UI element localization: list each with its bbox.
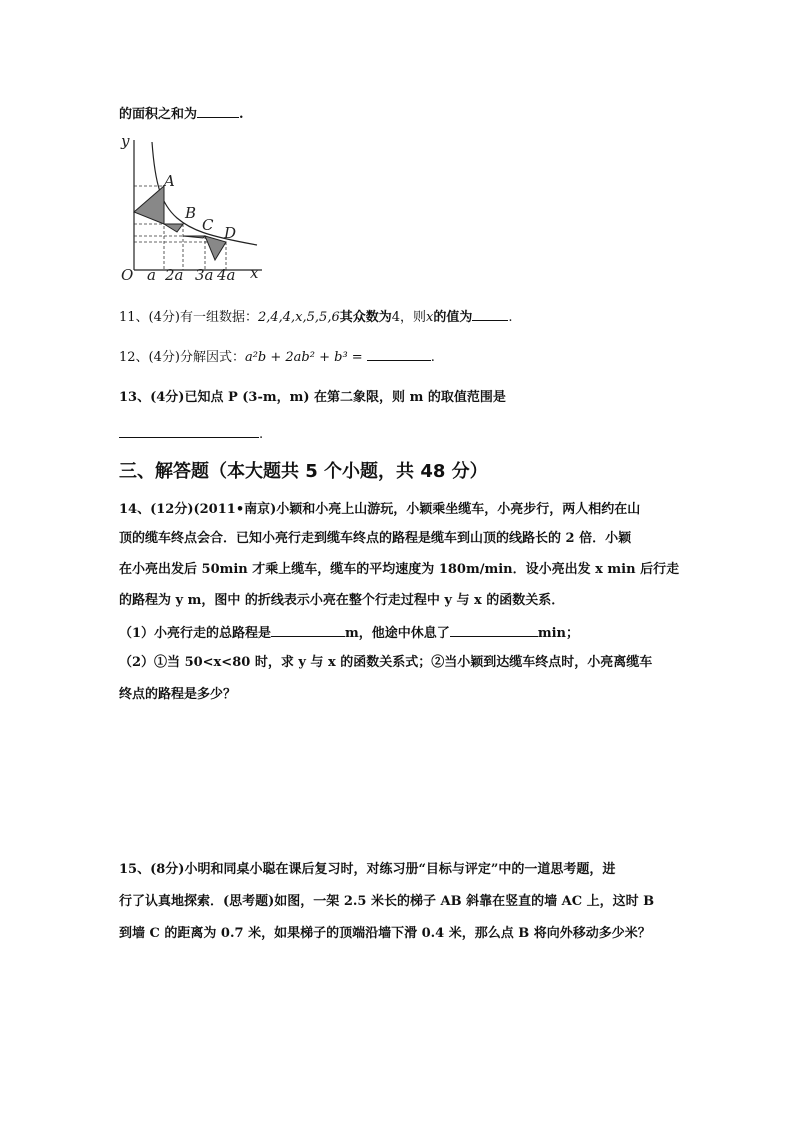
triangle-d	[205, 236, 226, 260]
q11-data: 2,4,4,x,5,5,6	[257, 310, 340, 325]
q12-prefix: 12、(4分)分解因式：	[119, 350, 245, 365]
triangle-c	[183, 236, 205, 238]
q14-line-1: 14、(12分)(2011•南京)小颖和小亮上山游玩，小颖乘坐缆车，小亮步行，两人相约在山	[119, 502, 641, 517]
q13-answer-line	[119, 424, 263, 444]
q14-sub1-a: （1）小亮行走的总路程是	[119, 626, 272, 641]
q14-sub1-b: m，他途中休息了	[345, 626, 450, 641]
q14-total-distance-blank[interactable]	[271, 623, 345, 637]
q13-answer-blank[interactable]	[119, 424, 259, 438]
q12-answer-blank[interactable]	[367, 347, 431, 361]
q15-line-2: 行了认真地探索．(思考题)如图，一架 2.5 米长的梯子 AB 斜靠在竖直的墙 AC 上，这时 B	[119, 894, 655, 909]
origin-label: O	[121, 266, 134, 284]
triangle-a	[134, 186, 164, 224]
q10-tail-line	[119, 104, 244, 124]
q11-line	[119, 307, 513, 327]
point-c-label: C	[202, 216, 214, 234]
q11-tail: ，则	[400, 310, 427, 325]
q11-end: .	[508, 310, 513, 325]
q15-line-3: 到墙 C 的距离为 0.7 米，如果梯子的顶端沿墙下滑 0.4 米，那么点 B 将向外移动多少米？	[119, 926, 651, 941]
point-b-label: B	[185, 204, 197, 222]
q10-tail-text: 的面积之和为	[119, 107, 198, 122]
triangle-b	[164, 224, 183, 232]
q14-sub1	[119, 623, 579, 643]
q11-mode: 4	[391, 310, 401, 325]
q14-line-2: 顶的缆车终点会合．已知小亮行走到缆车终点的路程是缆车到山顶的线路长的 2 倍．小颖	[119, 531, 632, 546]
q12-expr: a²b + 2ab² + b³ =	[244, 350, 363, 365]
q13-line	[119, 389, 506, 407]
q10-tail-end: .	[239, 107, 244, 122]
q11-var: x	[426, 310, 434, 325]
point-d-label: D	[224, 224, 237, 242]
q11-answer-blank[interactable]	[472, 307, 508, 321]
q13-end: .	[259, 427, 264, 442]
tick-2a: 2a	[165, 266, 184, 284]
q14-line-3: 在小亮出发后 50min 才乘上缆车，缆车的平均速度为 180m/min．设小亮出发 x min 后行走	[119, 562, 680, 577]
tick-a: a	[147, 266, 156, 284]
q14-sub2-line-1: （2）①当 50<x<80 时，求 y 与 x 的函数关系式；②当小颖到达缆车终点时，小亮离缆车	[119, 655, 653, 670]
tick-4a: 4a	[217, 266, 236, 284]
q15-line-1: 15、(8分)小明和同桌小聪在课后复习时，对练习册“目标与评定”中的一道思考题，进	[119, 862, 616, 877]
q14-sub1-c: min；	[537, 626, 579, 641]
tick-3a: 3a	[195, 266, 214, 284]
q11-prefix: 11、(4分)有一组数据：	[119, 310, 258, 325]
q13-text: 13、(4分)已知点 P (3-m，m) 在第二象限，则 m 的取值范围是	[119, 390, 506, 405]
x-axis-label: x	[250, 264, 259, 282]
section-3-heading: 三、解答题（本大题共 5 个小题，共 48 分）	[119, 461, 488, 482]
q11-tail2: 的值为	[433, 310, 473, 325]
q14-sub2-line-2: 终点的路程是多少？	[119, 687, 237, 702]
q10-answer-blank[interactable]	[197, 104, 239, 118]
q12-end: .	[430, 350, 435, 365]
q12-line	[119, 347, 435, 367]
point-a-label: A	[164, 172, 175, 190]
y-axis-label: y	[121, 132, 130, 150]
q11-mid: 其众数为	[339, 310, 392, 325]
q14-rest-time-blank[interactable]	[450, 623, 538, 637]
hyperbola-figure	[119, 132, 269, 284]
q14-line-4: 的路程为 y m，图中 的折线表示小亮在整个行走过程中 y 与 x 的函数关系．	[119, 593, 565, 608]
